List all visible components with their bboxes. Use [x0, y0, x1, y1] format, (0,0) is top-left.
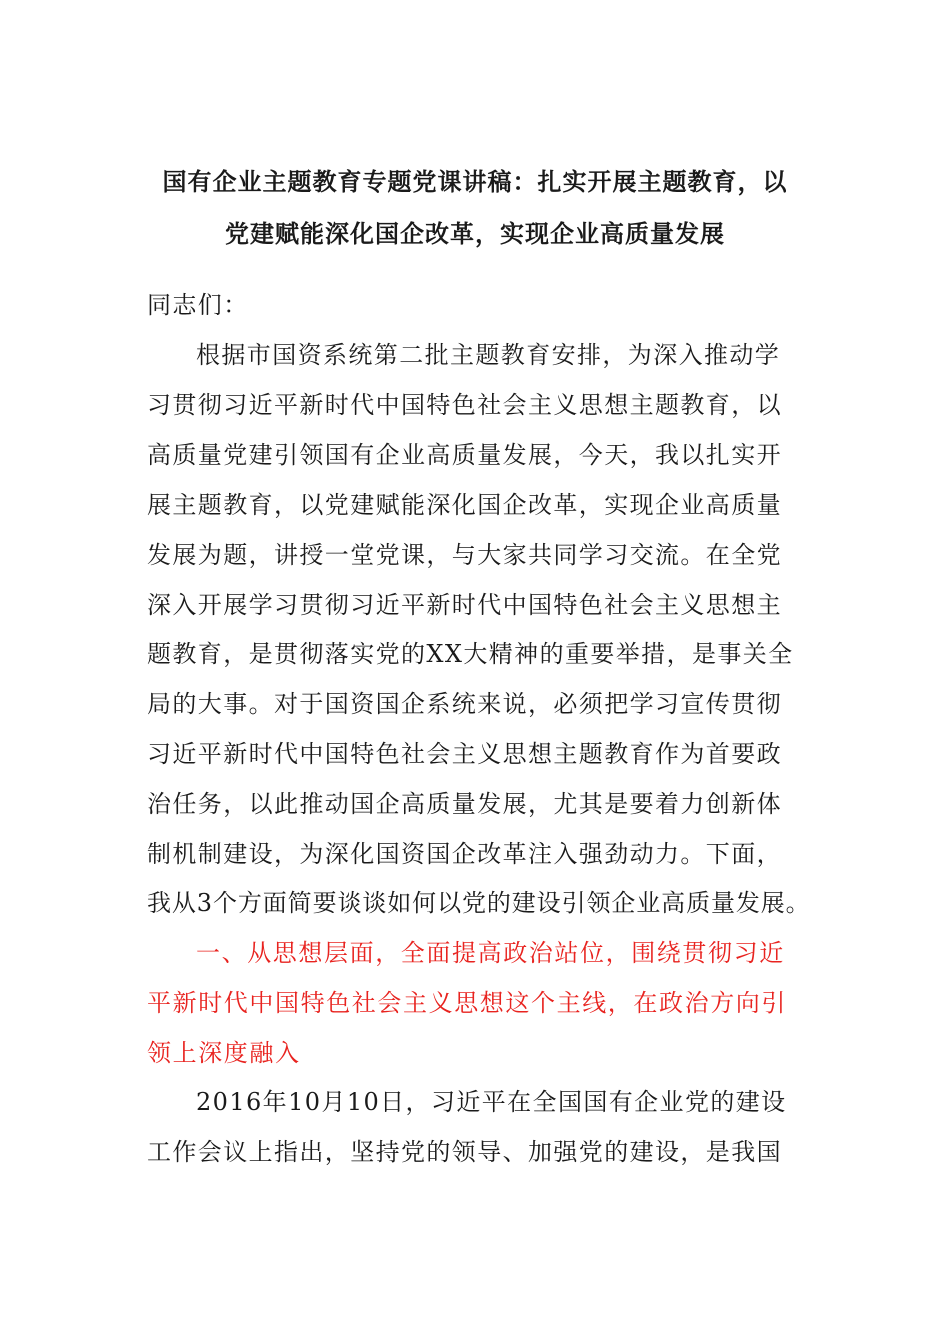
paragraph-1-line: 习贯彻习近平新时代中国特色社会主义思想主题教育，以	[147, 391, 782, 419]
document-title-line-2: 党建赋能深化国企改革，实现企业高质量发展	[225, 219, 725, 248]
paragraph-1-line: 高质量党建引领国有企业高质量发展，今天，我以扎实开	[147, 441, 782, 469]
paragraph-1-line: 题教育，是贯彻落实党的XX大精神的重要举措，是事关全	[147, 640, 794, 668]
paragraph-1-line: 深入开展学习贯彻习近平新时代中国特色社会主义思想主	[147, 591, 782, 619]
paragraph-1-line: 局的大事。对于国资国企系统来说，必须把学习宣传贯彻	[147, 690, 782, 718]
section-1-heading-line: 平新时代中国特色社会主义思想这个主线，在政治方向引	[147, 989, 787, 1017]
paragraph-1-line: 制机制建设，为深化国资国企改革注入强劲动力。下面，	[147, 840, 782, 868]
paragraph-1-line: 根据市国资系统第二批主题教育安排，为深入推动学	[196, 341, 781, 369]
section-1-heading-line: 领上深度融入	[147, 1039, 301, 1067]
document-title-line-1: 国有企业主题教育专题党课讲稿：扎实开展主题教育，以	[162, 167, 788, 196]
paragraph-1-line: 我从3个方面简要谈谈如何以党的建设引领企业高质量发展。	[147, 889, 811, 917]
paragraph-1-line: 发展为题，讲授一堂党课，与大家共同学习交流。在全党	[147, 541, 782, 569]
paragraph-1-line: 展主题教育，以党建赋能深化国企改革，实现企业高质量	[147, 491, 782, 519]
paragraph-2-line: 工作会议上指出，坚持党的领导、加强党的建设，是我国	[147, 1138, 782, 1166]
paragraph-2-line: 2016年10月10日，习近平在全国国有企业党的建设	[196, 1088, 787, 1116]
paragraph-1-line: 治任务，以此推动国企高质量发展，尤其是要着力创新体	[147, 790, 782, 818]
salutation: 同志们：	[147, 291, 249, 319]
section-1-heading-line: 一、从思想层面，全面提高政治站位，围绕贯彻习近	[196, 939, 785, 967]
paragraph-1-line: 习近平新时代中国特色社会主义思想主题教育作为首要政	[147, 740, 782, 768]
